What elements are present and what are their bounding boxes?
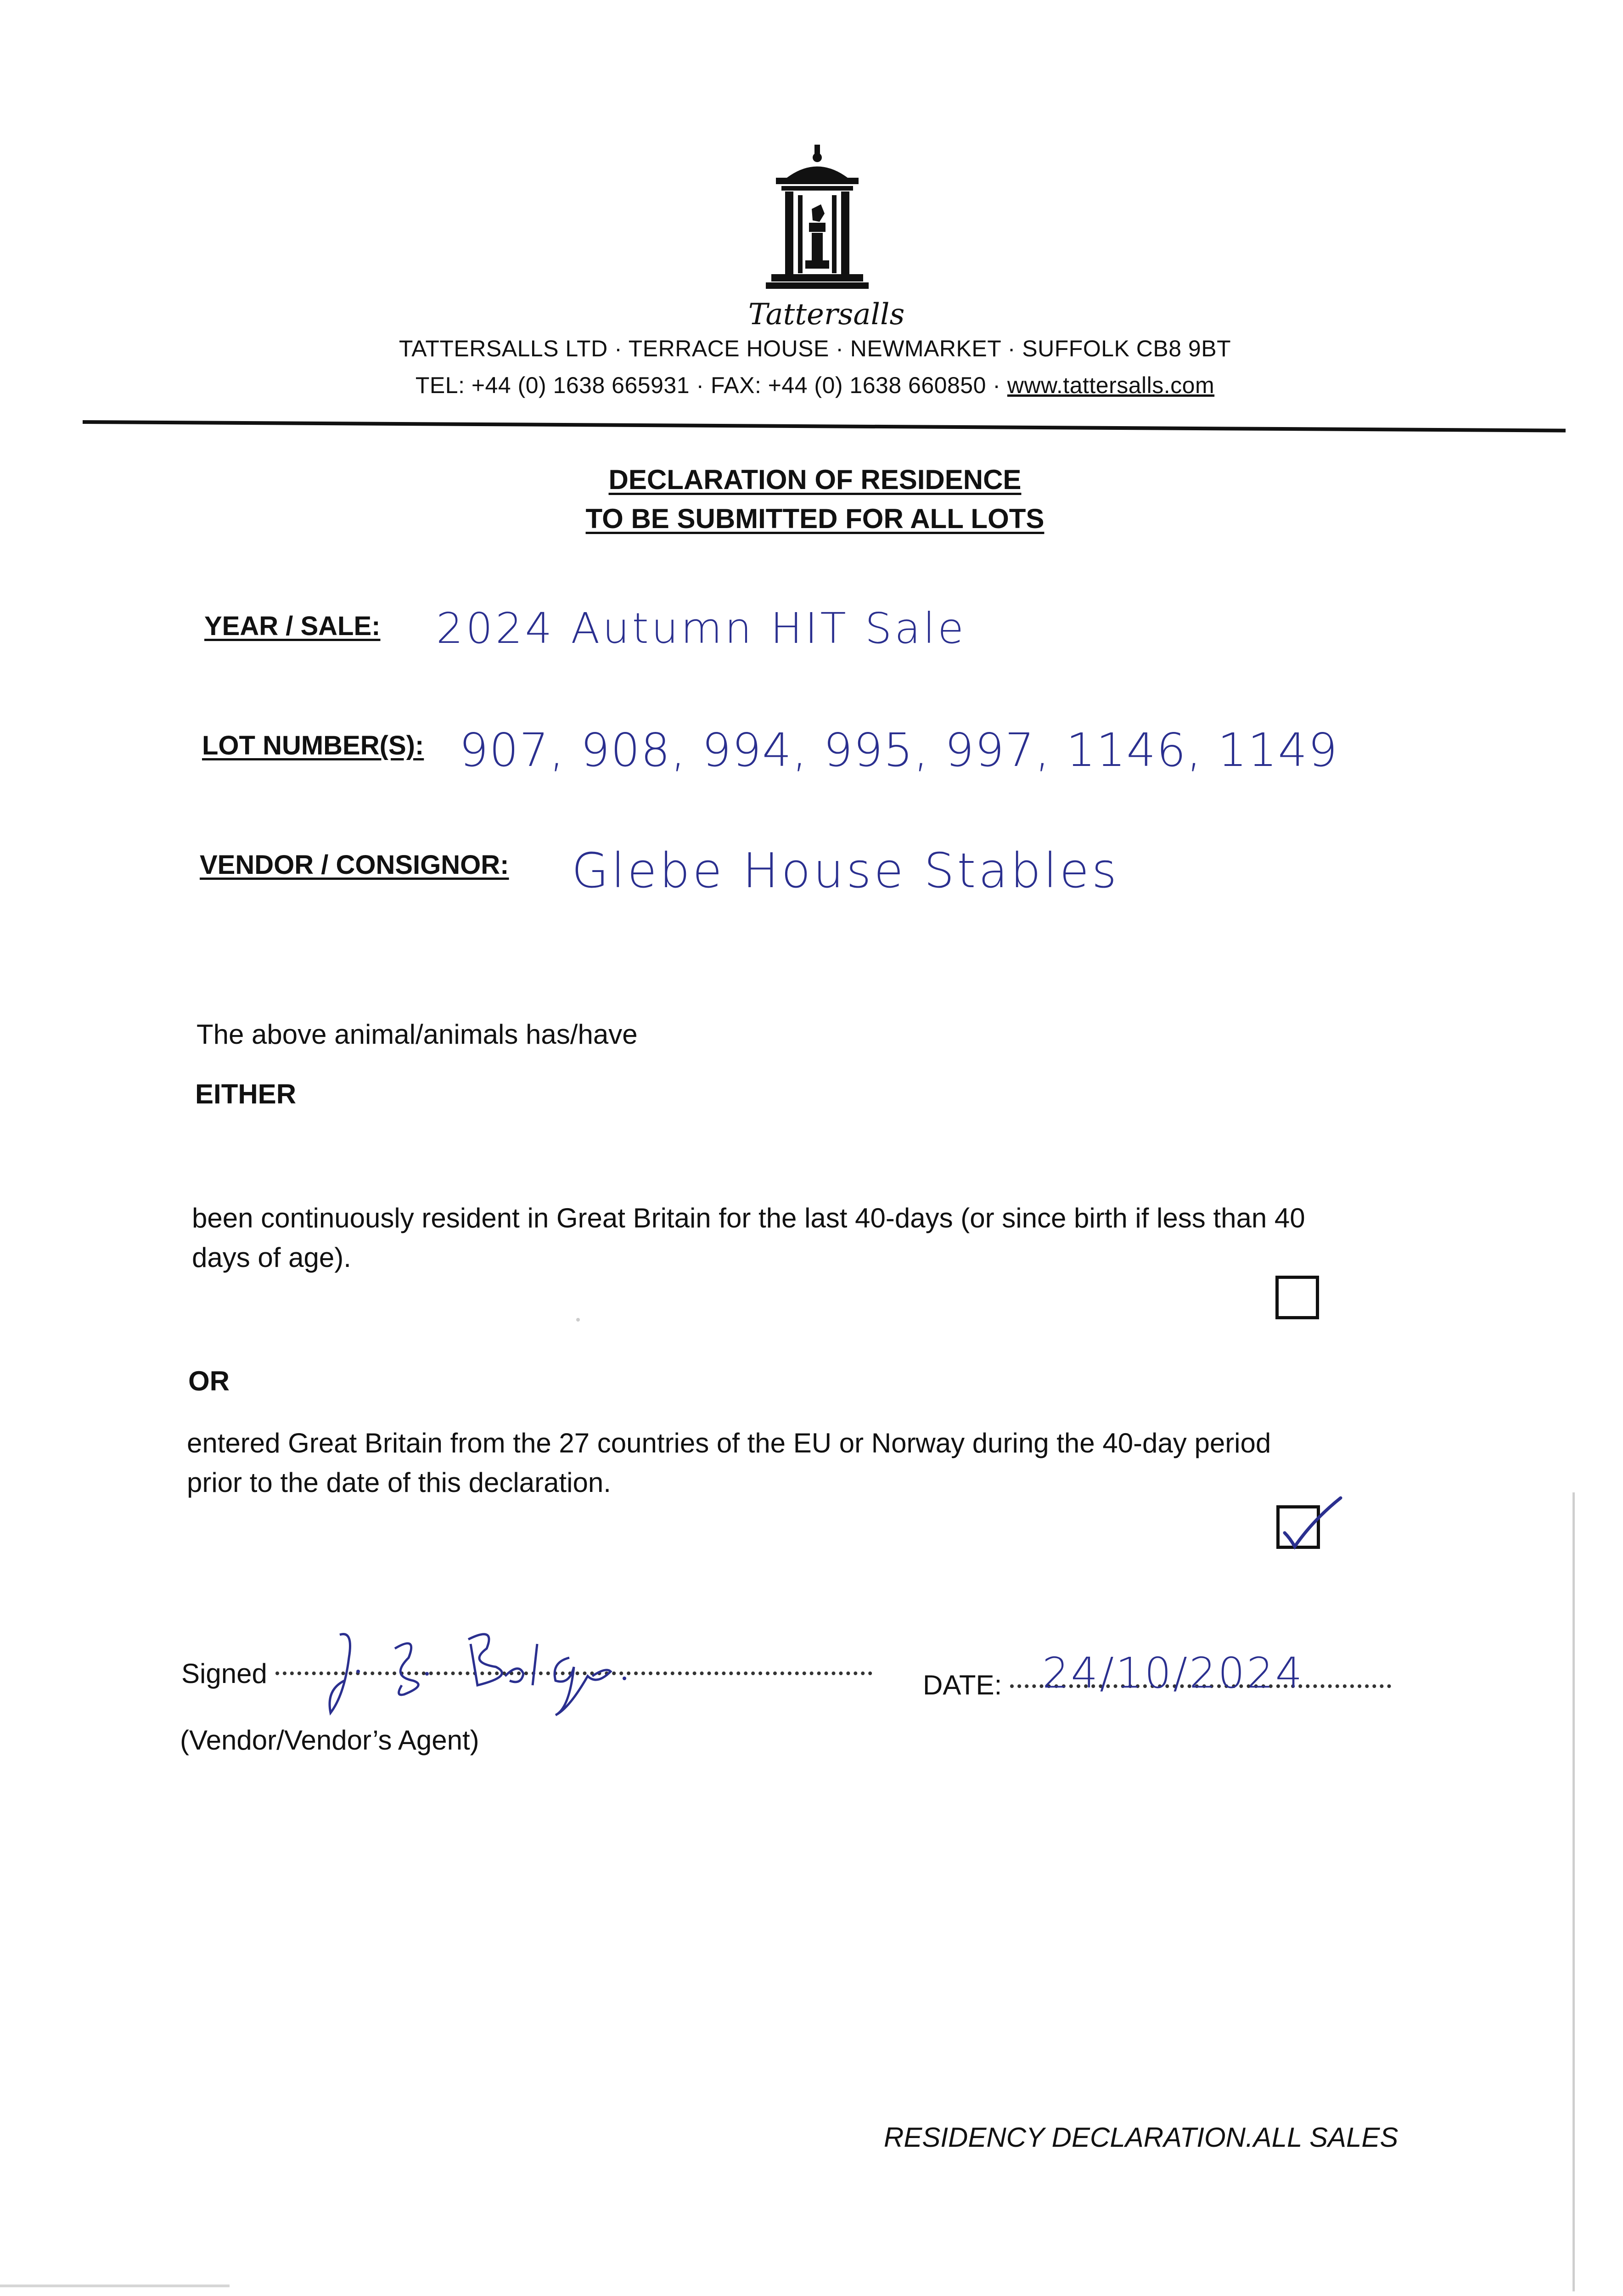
year-sale-label: YEAR / SALE: — [204, 611, 381, 641]
lot-numbers-label: LOT NUMBER(S): — [202, 731, 424, 760]
scan-edge-bottom — [0, 2285, 230, 2287]
brand-name: Tattersalls — [748, 298, 905, 332]
checkmark-icon — [1272, 1492, 1345, 1557]
option-1-checkbox[interactable] — [1275, 1276, 1319, 1319]
option-2-text — [187, 1424, 1449, 1503]
year-sale-value[interactable]: 2024 Autumn HIT Sale — [436, 604, 966, 653]
date-label: DATE: — [923, 1670, 1002, 1700]
scan-speck — [576, 1318, 580, 1322]
handwritten-signature[interactable] — [312, 1616, 661, 1722]
page-subtitle — [448, 503, 1182, 535]
option-1-text — [192, 1199, 1455, 1277]
contact-numbers: TEL: +44 (0) 1638 665931 · FAX: +44 (0) 1638 660850 · — [415, 372, 1007, 398]
option-2-line-1: entered Great Britain from the 27 countries of the EU or Norway during the 40-day period — [187, 1428, 1271, 1458]
title-line-1: DECLARATION OF RESIDENCE — [608, 464, 1022, 495]
tattersalls-cupola-logo-icon — [758, 145, 877, 296]
option-1-line-1: been continuously resident in Great Britain for the last 40-days (or since birth if less than 40 — [192, 1203, 1305, 1233]
scan-edge-right — [1572, 1492, 1575, 2291]
intro-text: The above animal/animals has/have — [197, 1019, 638, 1050]
website-link[interactable]: www.tattersalls.com — [1007, 372, 1215, 398]
vendor-consignor-value[interactable]: Glebe House Stables — [572, 843, 1120, 899]
page-title — [448, 464, 1182, 495]
signed-label: Signed — [181, 1658, 267, 1689]
title-line-2: TO BE SUBMITTED FOR ALL LOTS — [585, 503, 1045, 534]
lot-numbers-value[interactable]: 907, 908, 994, 995, 997, 1146, 1149 — [459, 723, 1338, 777]
contact-line — [321, 372, 1309, 399]
vendor-agent-label: (Vendor/Vendor’s Agent) — [180, 1725, 479, 1756]
vendor-consignor-label: VENDOR / CONSIGNOR: — [200, 850, 509, 880]
either-heading: EITHER — [195, 1079, 297, 1109]
option-1-line-2: days of age). — [192, 1242, 351, 1273]
header-rule — [83, 420, 1566, 433]
footer-text: RESIDENCY DECLARATION.ALL SALES — [884, 2122, 1398, 2153]
option-2-line-2: prior to the date of this declaration. — [187, 1467, 611, 1498]
address-line: TATTERSALLS LTD · TERRACE HOUSE · NEWMARKET · SUFFOLK CB8 9BT — [399, 336, 1231, 361]
or-heading: OR — [188, 1366, 230, 1396]
date-value[interactable]: 24/10/2024 — [1042, 1649, 1304, 1698]
